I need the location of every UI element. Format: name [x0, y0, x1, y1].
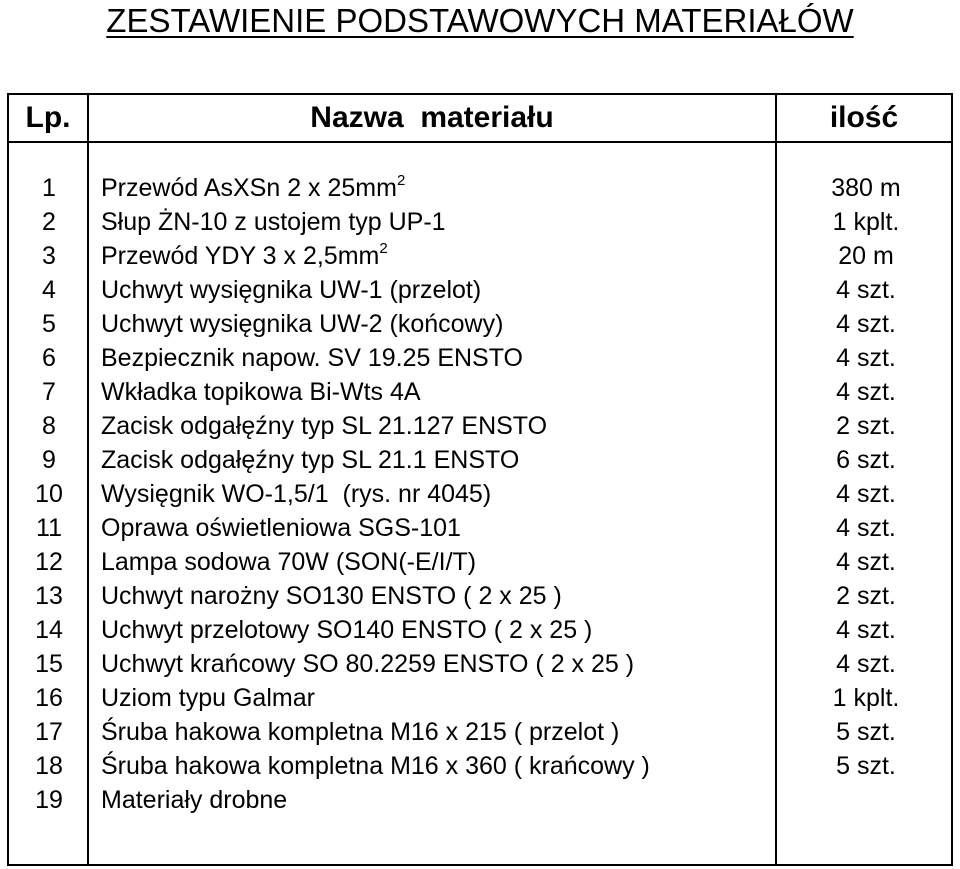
- material-name: [101, 273, 481, 307]
- table-row: [9, 171, 951, 205]
- table-row: [9, 545, 951, 579]
- material-quantity: 2 szt.: [836, 582, 896, 610]
- row-number: 8: [42, 412, 56, 440]
- material-name-text: Przewód YDY 3 x 2,5mm: [101, 242, 380, 270]
- table-row: [9, 307, 951, 341]
- material-quantity: 4 szt.: [836, 276, 896, 304]
- material-quantity: 5 szt.: [836, 752, 896, 780]
- material-name-text: Lampa sodowa 70W (SON(-E/I/T): [101, 548, 477, 576]
- table-row: [9, 511, 951, 545]
- header-lp: Lp.: [25, 101, 71, 134]
- table-body: [9, 171, 951, 817]
- table-row: [9, 273, 951, 307]
- material-quantity: 5 szt.: [836, 718, 896, 746]
- table-row: [9, 239, 951, 273]
- material-name-text: Zacisk odgałęźny typ SL 21.127 ENSTO: [101, 412, 548, 440]
- table-row: [9, 477, 951, 511]
- material-name-text: Wysięgnik WO-1,5/1 (rys. nr 4045): [101, 480, 492, 508]
- material-name-text: Wkładka topikowa Bi-Wts 4A: [101, 378, 421, 406]
- material-quantity: 4 szt.: [836, 480, 896, 508]
- material-quantity: 4 szt.: [836, 310, 896, 338]
- table-row: [9, 749, 951, 783]
- material-name: [101, 307, 503, 341]
- material-name: [101, 715, 619, 749]
- row-number: 14: [35, 616, 63, 644]
- material-name: [101, 681, 315, 715]
- material-quantity: 6 szt.: [836, 446, 896, 474]
- material-name: [101, 409, 547, 443]
- table-row: [9, 375, 951, 409]
- material-name: [101, 477, 491, 511]
- table-row: [9, 341, 951, 375]
- material-quantity: 4 szt.: [836, 378, 896, 406]
- material-name: [101, 613, 592, 647]
- row-number: 4: [42, 276, 56, 304]
- material-name-text: Uziom typu Galmar: [101, 684, 315, 712]
- table-row: [9, 613, 951, 647]
- table-row: [9, 783, 951, 817]
- material-name-text: Uchwyt krańcowy SO 80.2259 ENSTO ( 2 x 25 ): [101, 650, 635, 678]
- row-number: 16: [35, 684, 63, 712]
- material-name: [101, 511, 461, 545]
- table-row: [9, 647, 951, 681]
- material-name: [101, 443, 519, 477]
- table-row: [9, 715, 951, 749]
- material-name: [101, 783, 287, 817]
- row-number: 5: [42, 310, 56, 338]
- unit-superscript: 2: [379, 240, 388, 257]
- table-row: [9, 681, 951, 715]
- material-name-text: Uchwyt narożny SO130 ENSTO ( 2 x 25 ): [101, 582, 562, 610]
- material-quantity: 2 szt.: [836, 412, 896, 440]
- material-name-text: Przewód AsXSn 2 x 25mm: [101, 174, 397, 202]
- material-quantity: 4 szt.: [836, 344, 896, 372]
- material-quantity: 20 m: [838, 242, 894, 270]
- material-name: [101, 205, 446, 239]
- material-quantity: 380 m: [831, 174, 901, 202]
- row-number: 19: [35, 786, 63, 814]
- material-name-text: Uchwyt wysięgnika UW-2 (końcowy): [101, 310, 504, 338]
- material-name-text: Uchwyt wysięgnika UW-1 (przelot): [101, 276, 482, 304]
- row-number: 15: [35, 650, 63, 678]
- row-number: 10: [35, 480, 63, 508]
- table-row: [9, 205, 951, 239]
- material-name-text: Zacisk odgałęźny typ SL 21.1 ENSTO: [101, 446, 520, 474]
- row-number: 3: [42, 242, 56, 270]
- material-name-text: Materiały drobne: [101, 786, 288, 814]
- material-name: [101, 579, 562, 613]
- material-name: [101, 239, 388, 273]
- material-name: [101, 545, 476, 579]
- unit-superscript: 2: [396, 172, 406, 189]
- material-name: [101, 647, 634, 681]
- material-quantity: 1 kplt.: [832, 684, 900, 712]
- row-number: 18: [35, 752, 63, 780]
- material-name-text: Uchwyt przelotowy SO140 ENSTO ( 2 x 25 ): [101, 616, 593, 644]
- materials-table: [7, 93, 953, 866]
- material-name: [101, 749, 650, 783]
- row-number: 7: [42, 378, 56, 406]
- row-number: 6: [42, 344, 56, 372]
- row-number: 9: [42, 446, 56, 474]
- header-divider: [9, 141, 951, 143]
- row-number: 13: [35, 582, 63, 610]
- material-quantity: 4 szt.: [836, 650, 896, 678]
- table-row: [9, 579, 951, 613]
- material-quantity: 1 kplt.: [832, 208, 900, 236]
- material-name: [101, 375, 421, 409]
- material-quantity: 4 szt.: [836, 616, 896, 644]
- material-name-text: Bezpiecznik napow. SV 19.25 ENSTO: [101, 344, 523, 372]
- material-name-text: Śruba hakowa kompletna M16 x 360 ( krańcowy ): [101, 752, 650, 780]
- row-number: 11: [36, 514, 62, 542]
- header-name: Nazwa materiału: [310, 101, 554, 134]
- material-name: [101, 171, 405, 205]
- row-number: 1: [42, 174, 56, 202]
- table-row: [9, 409, 951, 443]
- row-number: 17: [35, 718, 63, 746]
- material-quantity: 4 szt.: [836, 514, 896, 542]
- row-number: 12: [35, 548, 63, 576]
- page-title: ZESTAWIENIE PODSTAWOWYCH MATERIAŁÓW: [106, 2, 854, 39]
- material-name-text: Śruba hakowa kompletna M16 x 215 ( przelot ): [101, 718, 620, 746]
- material-quantity: 4 szt.: [836, 548, 896, 576]
- material-name-text: Oprawa oświetleniowa SGS-101: [101, 514, 461, 542]
- row-number: 2: [42, 208, 56, 236]
- table-row: [9, 443, 951, 477]
- material-name-text: Słup ŻN-10 z ustojem typ UP-1: [101, 208, 446, 236]
- header-qty: ilość: [829, 101, 899, 134]
- material-name: [101, 341, 523, 375]
